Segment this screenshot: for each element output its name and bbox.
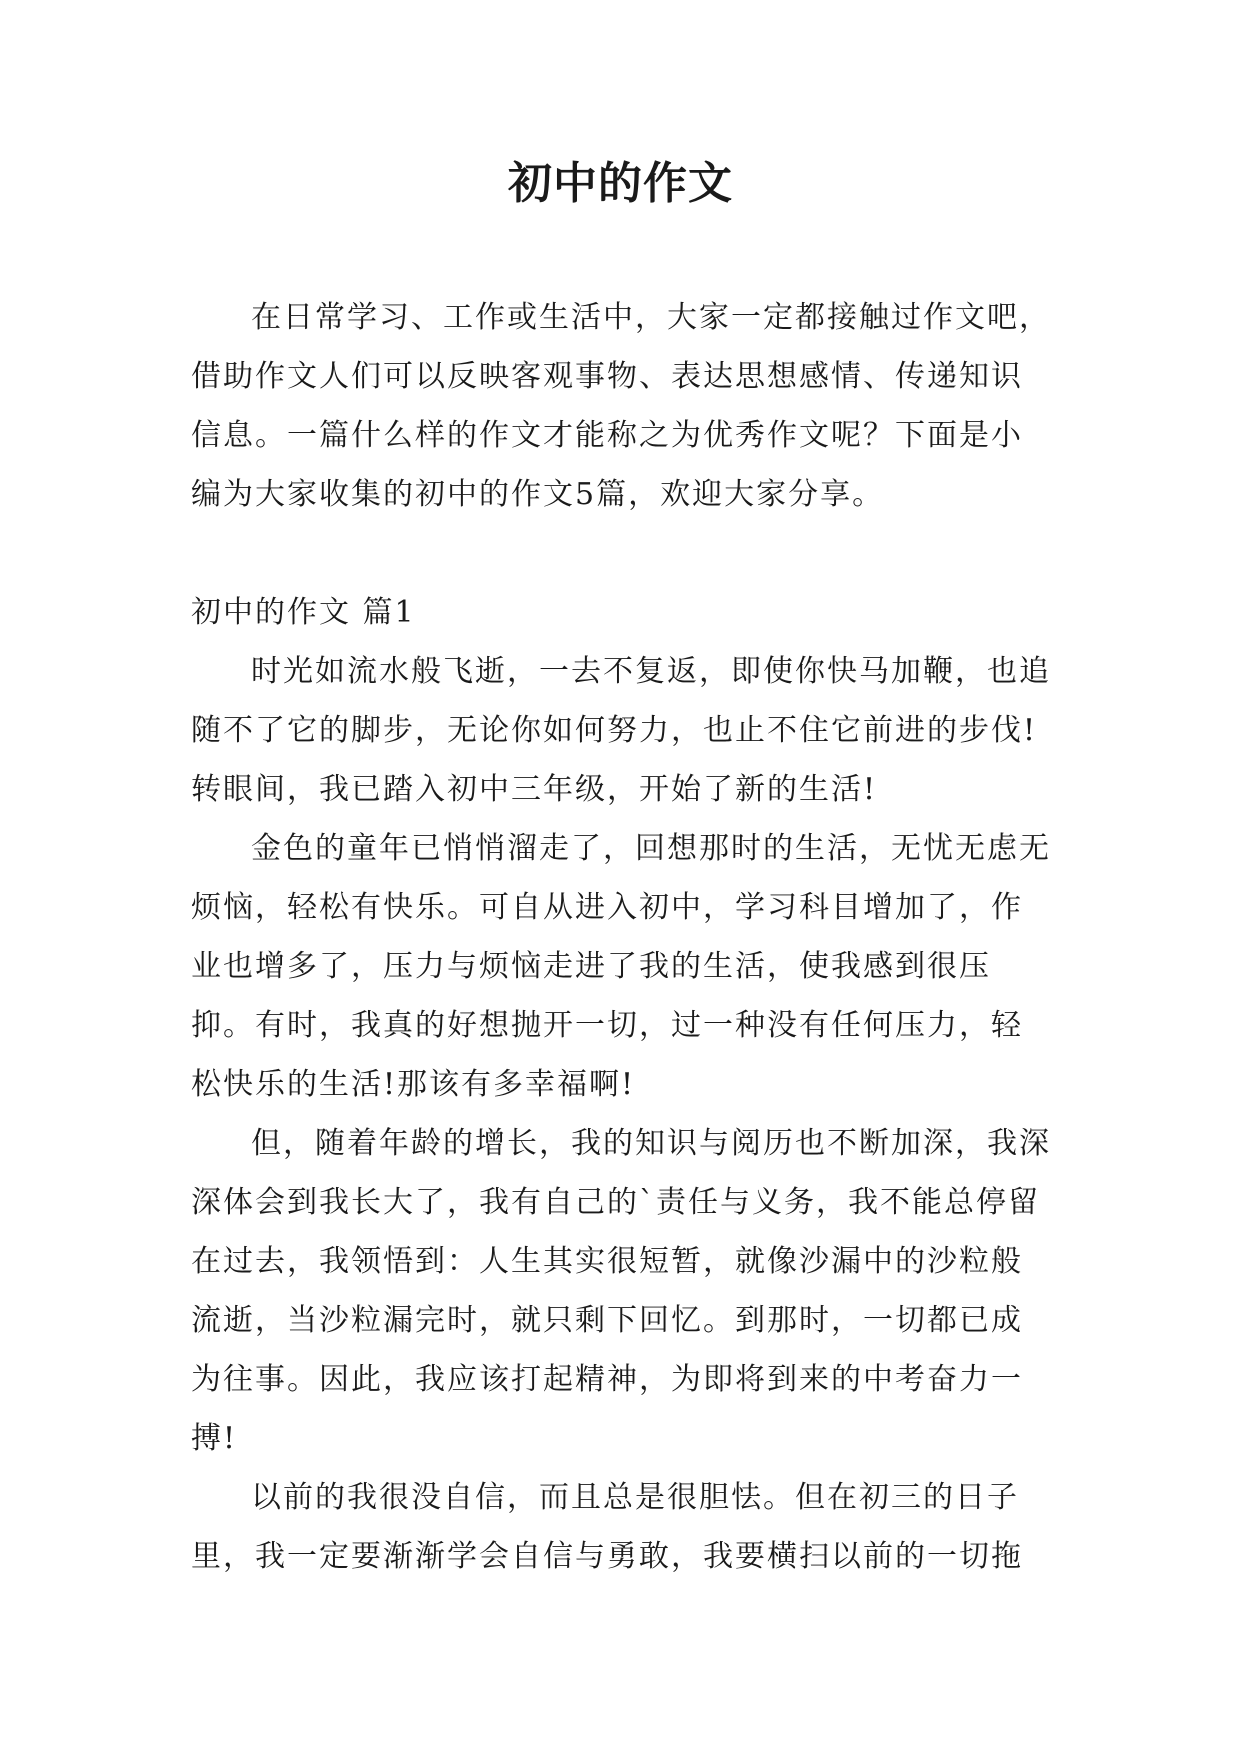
document-body	[191, 288, 1051, 1586]
document-title: 初中的作文	[508, 158, 733, 209]
body-paragraph: 金色的童年已悄悄溜走了，回想那时的生活，无忧无虑无烦恼，轻松有快乐。可自从进入初中，学习科目增加了，作业也增多了，压力与烦恼走进了我的生活，使我感到很压抑。有时，我真的好想抛开一切，过一种没有任何压力，轻松快乐的生活!那该有多幸福啊!	[191, 831, 1051, 1102]
body-paragraph: 时光如流水般飞逝，一去不复返，即使你快马加鞭，也追随不了它的脚步，无论你如何努力，也止不住它前进的步伐!转眼间，我已踏入初中三年级，开始了新的生活!	[191, 654, 1051, 807]
body-paragraph: 但，随着年龄的增长，我的知识与阅历也不断加深，我深深体会到我长大了，我有自己的`责任与义务，我不能总停留在过去，我领悟到：人生其实很短暂，就像沙漏中的沙粒般流逝，当沙粒漏完时，就只剩下回忆。到那时，一切都已成为往事。因此，我应该打起精神，为即将到来的中考奋力一搏!	[191, 1126, 1051, 1456]
intro-paragraph: 在日常学习、工作或生活中，大家一定都接触过作文吧，借助作文人们可以反映客观事物、表达思想感情、传递知识信息。一篇什么样的作文才能称之为优秀作文呢？下面是小编为大家收集的初中的作文5篇，欢迎大家分享。	[191, 300, 1051, 512]
body-paragraph: 以前的我很没自信，而且总是很胆怯。但在初三的日子里，我一定要渐渐学会自信与勇敢，我要横扫以前的一切拖	[191, 1480, 1023, 1574]
section-heading: 初中的作文 篇1	[191, 595, 416, 630]
